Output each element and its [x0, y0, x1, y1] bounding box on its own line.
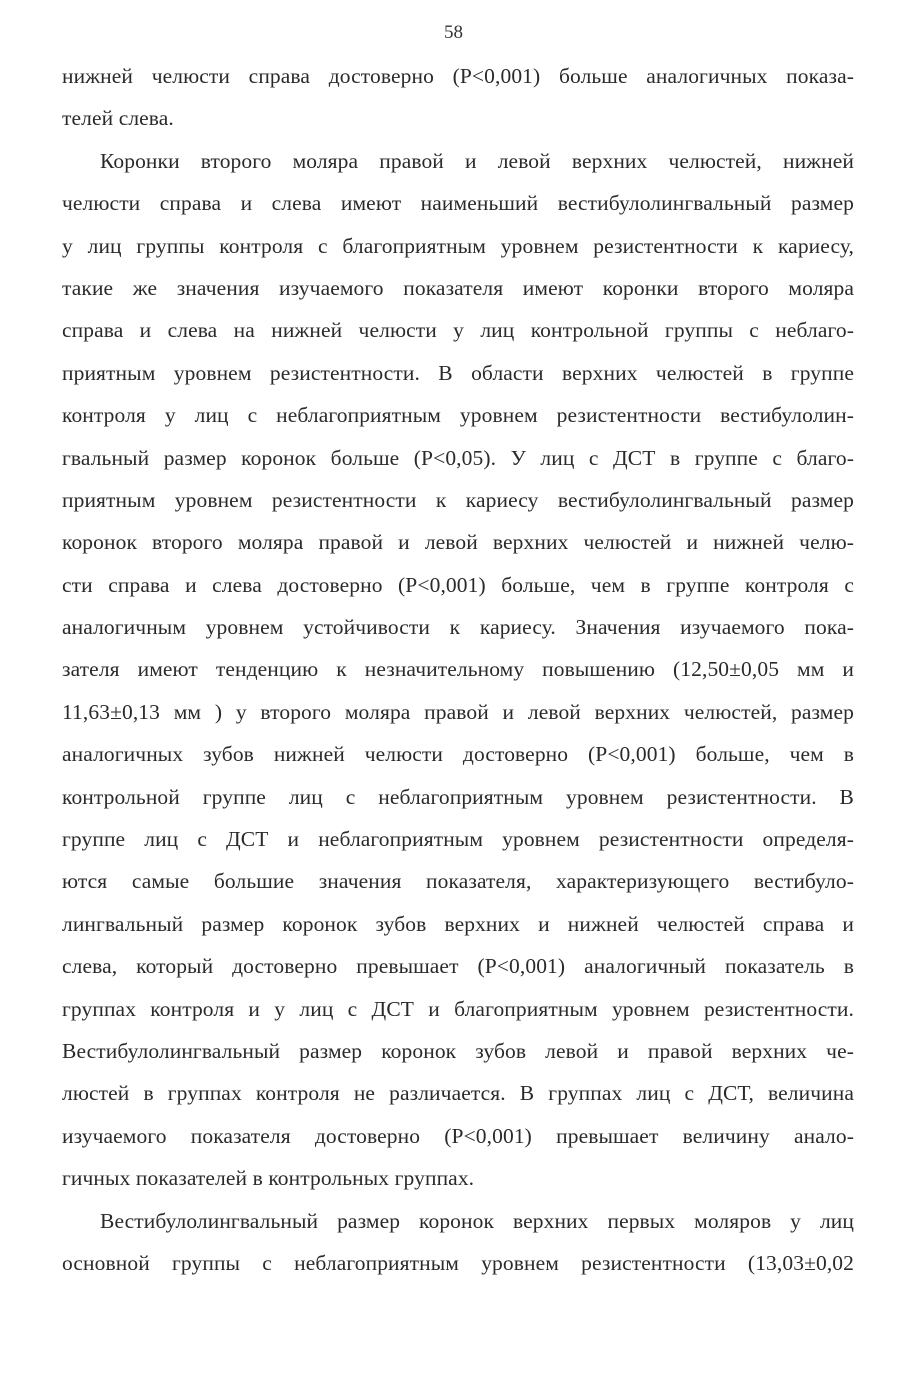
text-line: аналогичных зубов нижней челюсти достоверно (Р<0,001) больше, чем в: [62, 742, 854, 767]
text-line: Вестибулолингвальный размер коронок зубов левой и правой верхних че-: [62, 1038, 854, 1063]
text-line: приятным уровнем резистентности. В области верхних челюстей в группе: [62, 360, 854, 385]
text-line: ются самые большие значения показателя, характеризующего вестибуло-: [62, 869, 854, 894]
text-line: аналогичным уровнем устойчивости к кариесу. Значения изучаемого пока-: [62, 615, 854, 640]
text-line: контроля у лиц с неблагоприятным уровнем резистентности вестибулолин-: [62, 403, 854, 428]
text-line: группе лиц с ДСТ и неблагоприятным уровнем резистентности определя-: [62, 827, 854, 852]
text-line: приятным уровнем резистентности к кариесу вестибулолингвальный размер: [62, 487, 854, 512]
text-line: основной группы с неблагоприятным уровнем резистентности (13,03±0,02: [62, 1250, 854, 1275]
text-line: Вестибулолингвальный размер коронок верхних первых моляров у лиц: [100, 1208, 854, 1233]
text-line: 11,63±0,13 мм ) у второго моляра правой и левой верхних челюстей, размер: [62, 699, 854, 724]
text-line: справа и слева на нижней челюсти у лиц контрольной группы с неблаго-: [62, 318, 854, 343]
text-line: Коронки второго моляра правой и левой верхних челюстей, нижней: [100, 148, 854, 173]
page-number: 58: [444, 22, 463, 43]
document-body: [62, 60, 854, 1289]
text-line: гвальный размер коронок больше (Р<0,05). У лиц с ДСТ в группе с благо-: [62, 445, 854, 470]
text-line: люстей в группах контроля не различается. В группах лиц с ДСТ, величина: [62, 1081, 854, 1106]
text-line: нижней челюсти справа достоверно (Р<0,001) больше аналогичных показа-: [62, 64, 854, 88]
text-line: коронок второго моляра правой и левой верхних челюстей и нижней челю-: [62, 530, 854, 555]
text-line: группах контроля и у лиц с ДСТ и благоприятным уровнем резистентности.: [62, 996, 854, 1021]
text-line: челюсти справа и слева имеют наименьший вестибулолингвальный размер: [62, 191, 854, 216]
text-line: зателя имеют тенденцию к незначительному повышению (12,50±0,05 мм и: [62, 657, 854, 682]
text-line: слева, который достоверно превышает (Р<0,001) аналогичный показатель в: [62, 954, 854, 979]
text-line: контрольной группе лиц с неблагоприятным уровнем резистентности. В: [62, 784, 854, 809]
text-line: гичных показателей в контрольных группах.: [62, 1166, 475, 1191]
text-line: сти справа и слева достоверно (Р<0,001) больше, чем в группе контроля с: [62, 572, 854, 597]
text-line: изучаемого показателя достоверно (Р<0,001) превышает величину анало-: [62, 1123, 854, 1148]
text-line: такие же значения изучаемого показателя имеют коронки второго моляра: [62, 275, 854, 300]
text-line: телей слева.: [62, 106, 174, 131]
text-line: у лиц группы контроля с благоприятным уровнем резистентности к кариесу,: [62, 233, 854, 258]
text-line: лингвальный размер коронок зубов верхних и нижней челюстей справа и: [62, 911, 854, 936]
